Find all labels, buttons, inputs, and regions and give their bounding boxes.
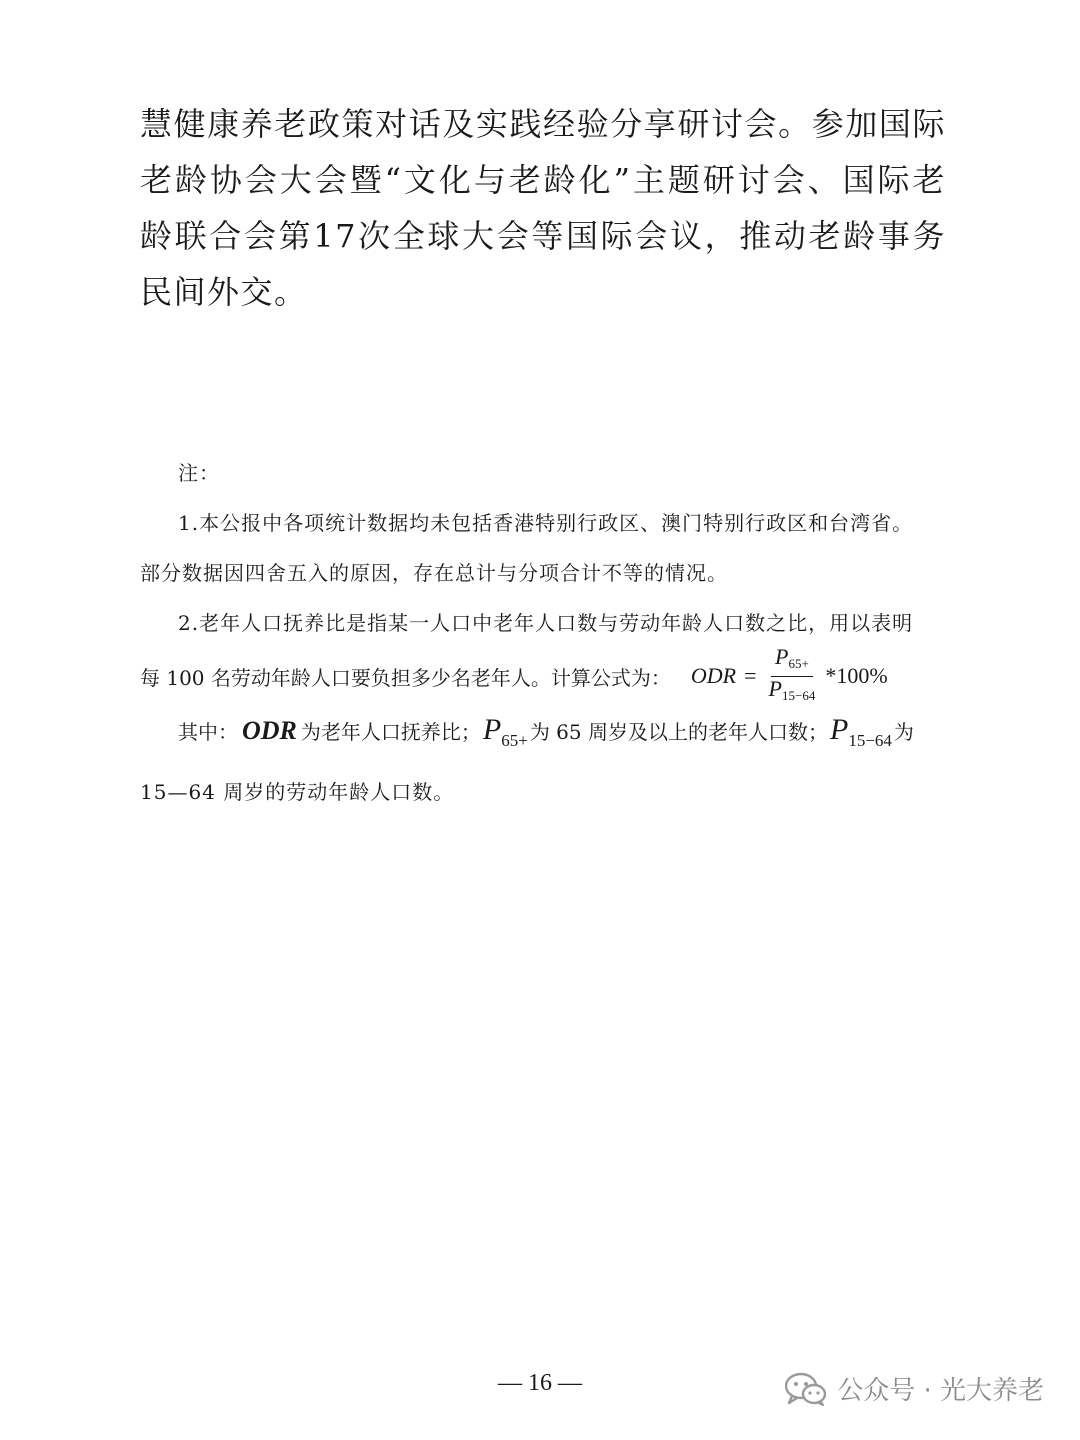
note-2-formula-line — [140, 643, 940, 704]
definitions-continuation: 15—64 周岁的劳动年龄人口数。 — [140, 780, 455, 804]
p65-subscript: 65+ — [501, 731, 528, 750]
defs-prefix: 其中： — [178, 720, 238, 744]
body-paragraph: 慧健康养老政策对话及实践经验分享研讨会。参加国际老龄协会大会暨“文化与老龄化”主题研讨会、国际老龄联合会第17次全球大会等国际会议，推动老龄事务民间外交。 — [140, 105, 946, 311]
p1564-symbol — [830, 704, 892, 767]
p1564-description: 为 — [893, 720, 914, 744]
wechat-watermark — [785, 1370, 1044, 1407]
odr-formula — [691, 645, 888, 708]
notes-section — [140, 448, 940, 817]
note-1-line-2: 部分数据因四舍五入的原因，存在总计与分项合计不等的情况。 — [140, 561, 728, 585]
numerator-subscript: 65+ — [788, 655, 809, 671]
p65-description: 为 65 周岁及以上的老年人口数； — [529, 720, 828, 744]
denominator-subscript: 15−64 — [781, 687, 816, 703]
formula-lhs: ODR — [690, 663, 737, 688]
watermark-text: 公众号 · 光大养老 — [837, 1376, 1044, 1406]
note-1-line-1: 1.本公报中各项统计数据均未包括香港特别行政区、澳门特别行政区和台湾省。 — [178, 511, 914, 535]
definitions-line — [140, 704, 940, 767]
odr-symbol: ODR — [242, 716, 297, 745]
formula-numerator — [771, 645, 813, 677]
p65-symbol — [483, 704, 528, 767]
note-2-line-2: 每 100 名劳动年龄人口要负担多少名老年人。计算公式为： — [140, 665, 671, 690]
odr-description: 为老年人口抚养比； — [300, 720, 481, 744]
page-number: — 16 — — [498, 1370, 582, 1396]
wechat-icon — [785, 1372, 827, 1406]
note-2-line-1: 2.老年人口抚养比是指某一人口中老年人口数与劳动年龄人口数之比，用以表明 — [178, 611, 914, 635]
formula-tail: *100% — [825, 663, 888, 688]
p65-letter: P — [482, 713, 502, 746]
p1564-letter: P — [830, 713, 849, 746]
numerator-symbol: P — [775, 643, 789, 669]
p1564-subscript: 15−64 — [848, 731, 892, 750]
formula-denominator — [765, 677, 820, 708]
notes-heading: 注： — [178, 461, 220, 485]
denominator-symbol: P — [768, 675, 782, 701]
formula-equals: = — [744, 663, 757, 688]
formula-fraction — [765, 645, 820, 708]
